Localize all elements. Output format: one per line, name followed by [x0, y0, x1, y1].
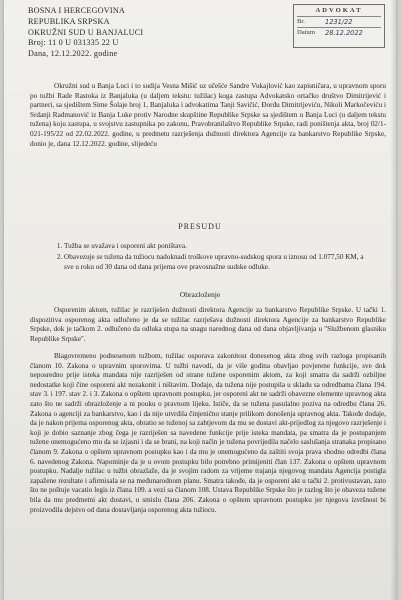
stamp-number-label: Br. — [297, 18, 305, 25]
verdict-heading: PRESUDU — [178, 222, 222, 231]
verdict-item: 1. Tužba se uvažava i osporeni akt poništava. — [64, 242, 374, 251]
reasoning-paragraph-1: Osporenim aktom, tužilac je razriješen dužnosti direktora Agencije za bankarstvo Republike Srpske. U tački 1. dispozitiva osporenog akta odlučeno je da se tužilac razrješava dužnosti direktora Agencije za bankarstvo Republike Srpske, dok je tačkom 2. odlučeno da odluka stupa na snagu narednog dana od dana objavljivanja u "Službenom glasniku Republike Srpske". — [30, 306, 386, 343]
court-header — [28, 6, 143, 60]
header-court: OKRUŽNI SUD U BANJALUCI — [28, 27, 144, 37]
verdict-item: 2. Obavezuje se tužena da tužiocu nadoknadi troškove upravno-sudskog spora u iznosu od 1.077,50 KM, a sve u roku od 30 dana od dana prijema ove pravosnažne sudske odluke. — [64, 253, 374, 272]
stamp-row-date — [297, 27, 381, 38]
stamp-date-value: 28.12.2022 — [325, 29, 363, 37]
stamp-row-number — [297, 16, 381, 27]
reasoning-heading: Obrazloženje — [179, 290, 221, 299]
lawyer-stamp — [293, 4, 385, 48]
intro-paragraph: Okružni sud u Banja Luci i to sudija Vesna Mišić uz učešće Sandre Vukajlović kao zapisničara, u upravnom sporu po tužbi Rade Rastoka iz Banjaluka (u daljem tekstu: tužilac) koga zastupa Advokatsko ortačko društvo Dimitrijević i partneri, sa sjedištem Sime Šolaje broj 1, Banjaluka i advokatima Tanji Savičić, Đorđu Dimitrijeviću, Nikoli Markočeviću i Srdanji Radmanović iz Banja Luke protiv Narodne skupštine Republike Srpske sa sjedištem u Banja Luci (u daljem tekstu tužena) koju zastupa, u svojstvu zastupnika po zakonu, Pravobranilaštvo Republike Srpske, radi poništenja akta, broj 02/1-021-195/22 od 22.02.2022. godine, u predmetu razrješenja dužnosti direktora Agencije za bankarstvo Republike Srpske, donio je, dana 12.12.2022. godine, slijedeću — [30, 82, 386, 148]
stamp-title: ADVOKAT — [315, 7, 363, 14]
verdict-list — [44, 242, 374, 274]
stamp-number-value: 1231/22 — [325, 18, 353, 26]
stamp-date-label: Datum — [297, 29, 315, 36]
header-entity: REPUBLIKA SRPSKA — [28, 16, 110, 26]
header-case-number: Broj: 11 0 U 031335 22 U — [28, 38, 119, 48]
header-country: BOSNA I HERCEGOVINA — [28, 6, 126, 15]
header-date: Dana, 12.12.2022. godine — [28, 49, 118, 59]
reasoning-paragraph-2: Blagovremeno podnesenom tužbom, tužilac osporava zakonitost donesenog akta zbog svih razloga propisanih članom 10. Zakona o upravnim sporovima. U tužbi navodi, da je više godina obavljao povjerene funkcije, sve dok neposredno prije isteka mandata nije razriješen od strane tužene osporenim aktom, za koji smatra da sadrži ozbiljne nedostatke koji čine osporeni akt nezakonit i ništavim. Dodaje, da tužena nije postupila u skladu sa odredbama člana 194. stav 3. i 197. stav 2. i 3. Zakona o opštem upravnom postupku, jer osporeni akt ne sadrži obavezne elemente upravnog akta zato što ne sadrži obrazloženje a ni pouku o pravnom lijeku. Ističe, da se tužena pasulalno poziva na odredbu člana 26. Zakona o agenciji za bankarstvo, kao i da nije utvrdila činjenično stanje prilikom donošenja upravnog akta. Takođe dodaje, da je nakon prijema osporenog akta, obratio se tuženoj sa zahtjevom da mu se dostavi akt-prijedlog za njegovo razrješenje i koji je dobio saznanje zbog čega je razriješen sa navedene funkcije prije isteka mandata, pa smatra da je postupanjem tužene onemogućeno mu da se izjasni i da se brani, na koji način je tužena povrijedila načelo saslušanja stranaka propisano članom 9. Zakona o opštem upravnom postupku kao i da mu je onemogućeno da zaštiti svoja prava shodno odredbi člana 6. navedenog Zakona. Napominje da je u ovom postupku bilo potrebno primijeniti član 137. Zakona o opštem upravnom postupku. Nadalje tužilac u tužbi obrazlaže, da je svojim radom za vrijeme trajanja njegovog mandata Agencija postigla zapažene rezultate i afirmisala se na međunarodnom planu. Smatra takođe, da je osporeni akt u tački 2. protivustavan, zato što ne poštuje vacatio legis iz člana 109. a vezi sa članom 108. Ustava Republike Srpske što je razlog što je obaveza tužene bila da mu predmetni akt dostavi, u smislu člana 206. Zakona o opštem upravnom postupku jer njegova izvršnost bi proizvodila dejstvo od dana dostavljanja osporenog akta tužiocu. — [30, 352, 386, 514]
document-page — [4, 0, 396, 600]
page-edge-shadow — [390, 0, 396, 600]
